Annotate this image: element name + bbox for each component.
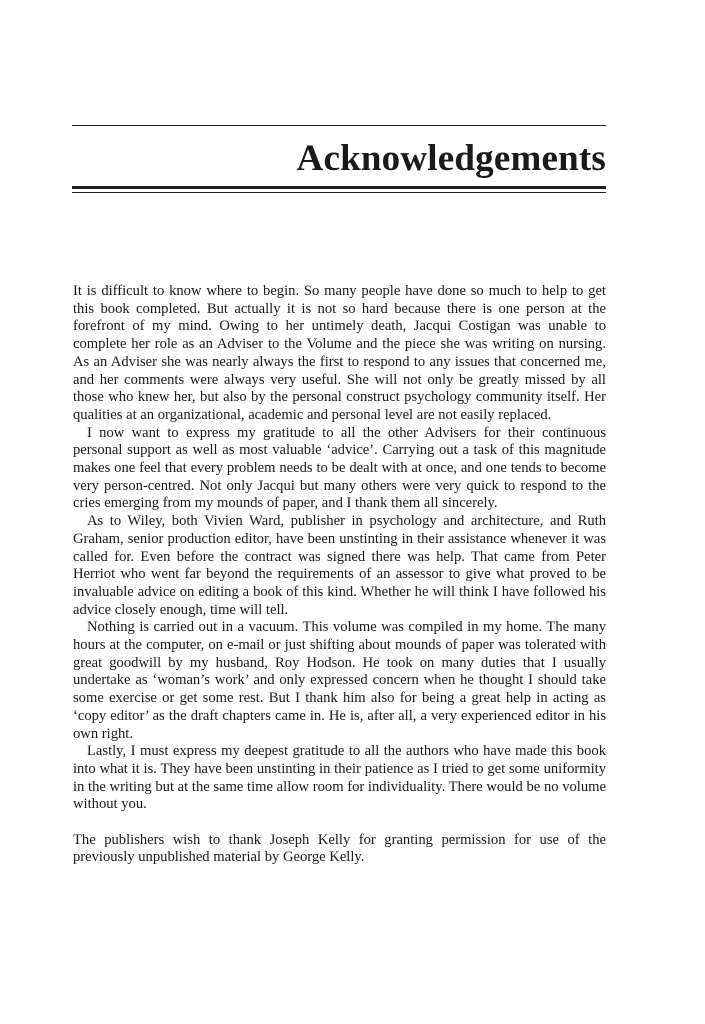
publisher-note: The publishers wish to thank Joseph Kelly for granting permission for use of the previously unpublished material by George Kelly. xyxy=(73,831,606,866)
paragraph-5: Lastly, I must express my deepest gratitude to all the authors who have made this book into what it is. They have been unstinting in their patience as I tried to get some uniformity in the writing but at the same time allow room for individuality. There would be no volume without you. xyxy=(73,743,606,813)
paragraph-2: I now want to express my gratitude to all the other Advisers for their continuous personal support as well as most valuable ‘advice’. Carrying out a task of this magnitude makes one feel that every problem needs to be dealt with at once, and one tends to become very person-centred. Not only Jacqui but many others were very quick to respond to the cries emerging from my mounds of paper, and I thank them all sincerely. xyxy=(73,424,606,512)
paragraph-1: It is difficult to know where to begin. So many people have done so much to help to get this book completed. But actually it is not so hard because there is one person at the forefront of my mind. Owing to her untimely death, Jacqui Costigan was unable to complete her role as an Adviser to the Volume and the piece she was writing on nursing. As an Adviser she was nearly always the first to respond to any issues that concerned me, and her comments were always very useful. She will not only be greatly missed by all those who knew her, but also by the personal construct psychology community itself. Her qualities at an organizational, academic and personal level are not easily replaced. xyxy=(73,283,606,423)
paragraph-4: Nothing is carried out in a vacuum. This volume was compiled in my home. The many hours at the computer, on e-mail or just shifting about mounds of paper was tolerated with great goodwill by my husband, Roy Hodson. He took on many duties that I usually undertake as ‘woman’s work’ and only expressed concern when he thought I should take some exercise or get some rest. But I thank him also for being a great help in acting as ‘copy editor’ as the draft chapters came in. He is, after all, a very experienced editor in his own right. xyxy=(73,619,606,742)
paragraph-3: As to Wiley, both Vivien Ward, publisher in psychology and architecture, and Ruth Graham, senior production editor, have been unstinting in their assistance whenever it was called for. Even before the contract was signed there was help. That came from Peter Herriot who went far beyond the requirements of an assessor to give what proved to be invaluable advice on editing a book of this kind. Whether he will think I have followed his advice closely enough, time will tell. xyxy=(73,513,606,618)
page-title: Acknowledgements xyxy=(296,138,606,179)
title-rule-thick xyxy=(72,186,606,189)
title-rule-thin xyxy=(72,192,606,193)
acknowledgements-body xyxy=(73,283,606,867)
top-rule xyxy=(72,125,606,126)
